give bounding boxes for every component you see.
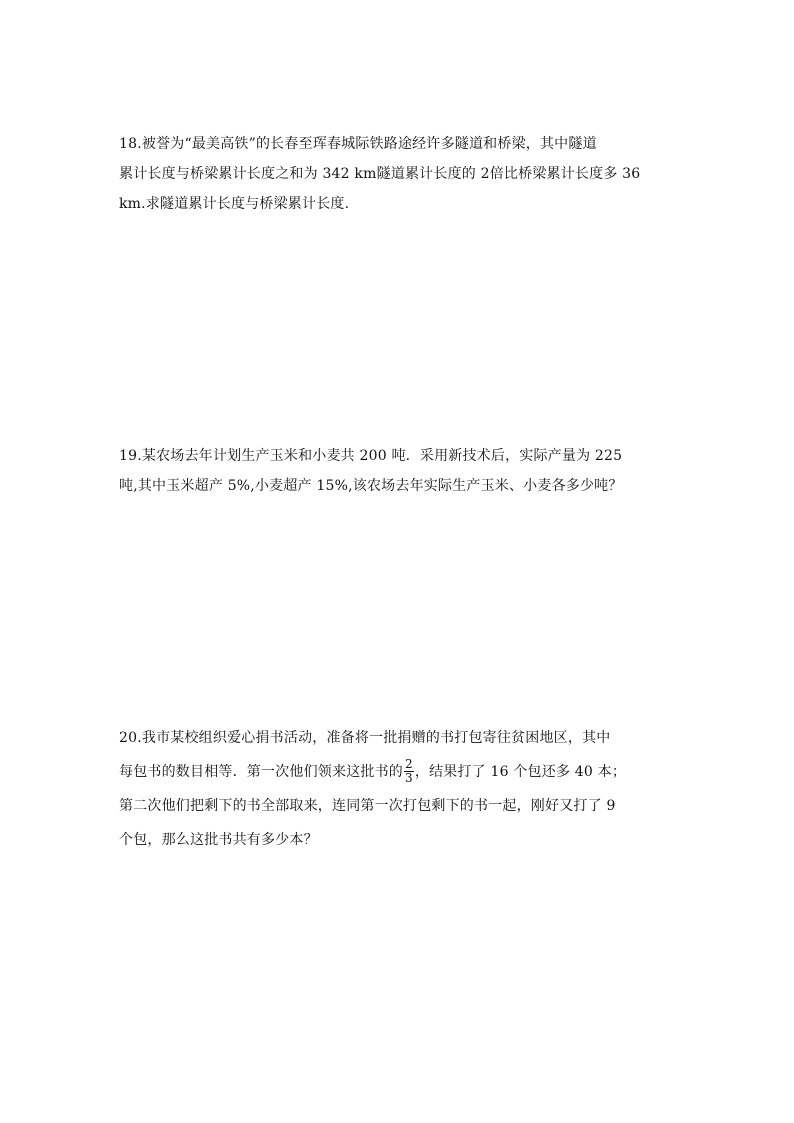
fraction-numerator: 2: [405, 756, 413, 771]
problem-19-line-1: 19.某农场去年计划生产玉米和小麦共 200 吨．采用新技术后，实际产量为 225: [119, 448, 623, 464]
problem-19-line-2: 吨,其中玉米超产 5%,小麦超产 15%,该农场去年实际生产玉米、小麦各多少吨？: [119, 478, 623, 494]
problem-20-line-2: [119, 755, 679, 789]
problem-20-line-2-after: ，结果打了 16 个包还多 40 本；: [414, 764, 627, 780]
problem-18-line-2: 累计长度与桥梁累计长度之和为 342 km隧道累计长度的 2倍比桥梁累计长度多 36: [119, 166, 641, 182]
problem-20-line-4: 个包，那么这批书共有多少本？: [119, 832, 318, 848]
problem-20-line-1: 20.我市某校组织爱心捐书活动，准备将一批捐赠的书打包寄往贫困地区，其中: [119, 730, 611, 746]
problem-20-line-3: 第二次他们把剩下的书全部取来，连同第一次打包剩下的书一起，刚好又打了 9: [119, 798, 616, 814]
problem-20: [119, 721, 679, 857]
fraction-two-thirds: [404, 758, 414, 785]
problem-18-line-3: km.求隧道累计长度与桥梁累计长度.: [119, 196, 350, 212]
fraction-denominator: 3: [405, 770, 413, 785]
problem-20-line-2-before: 每包书的数目相等．第一次他们领来这批书的: [119, 764, 403, 780]
problem-18-line-1: 18.被誉为“最美高铁”的长春至珲春城际铁路途经许多隧道和桥梁，其中隧道: [119, 136, 597, 152]
problem-19: [119, 441, 679, 501]
problem-18: [119, 129, 679, 219]
